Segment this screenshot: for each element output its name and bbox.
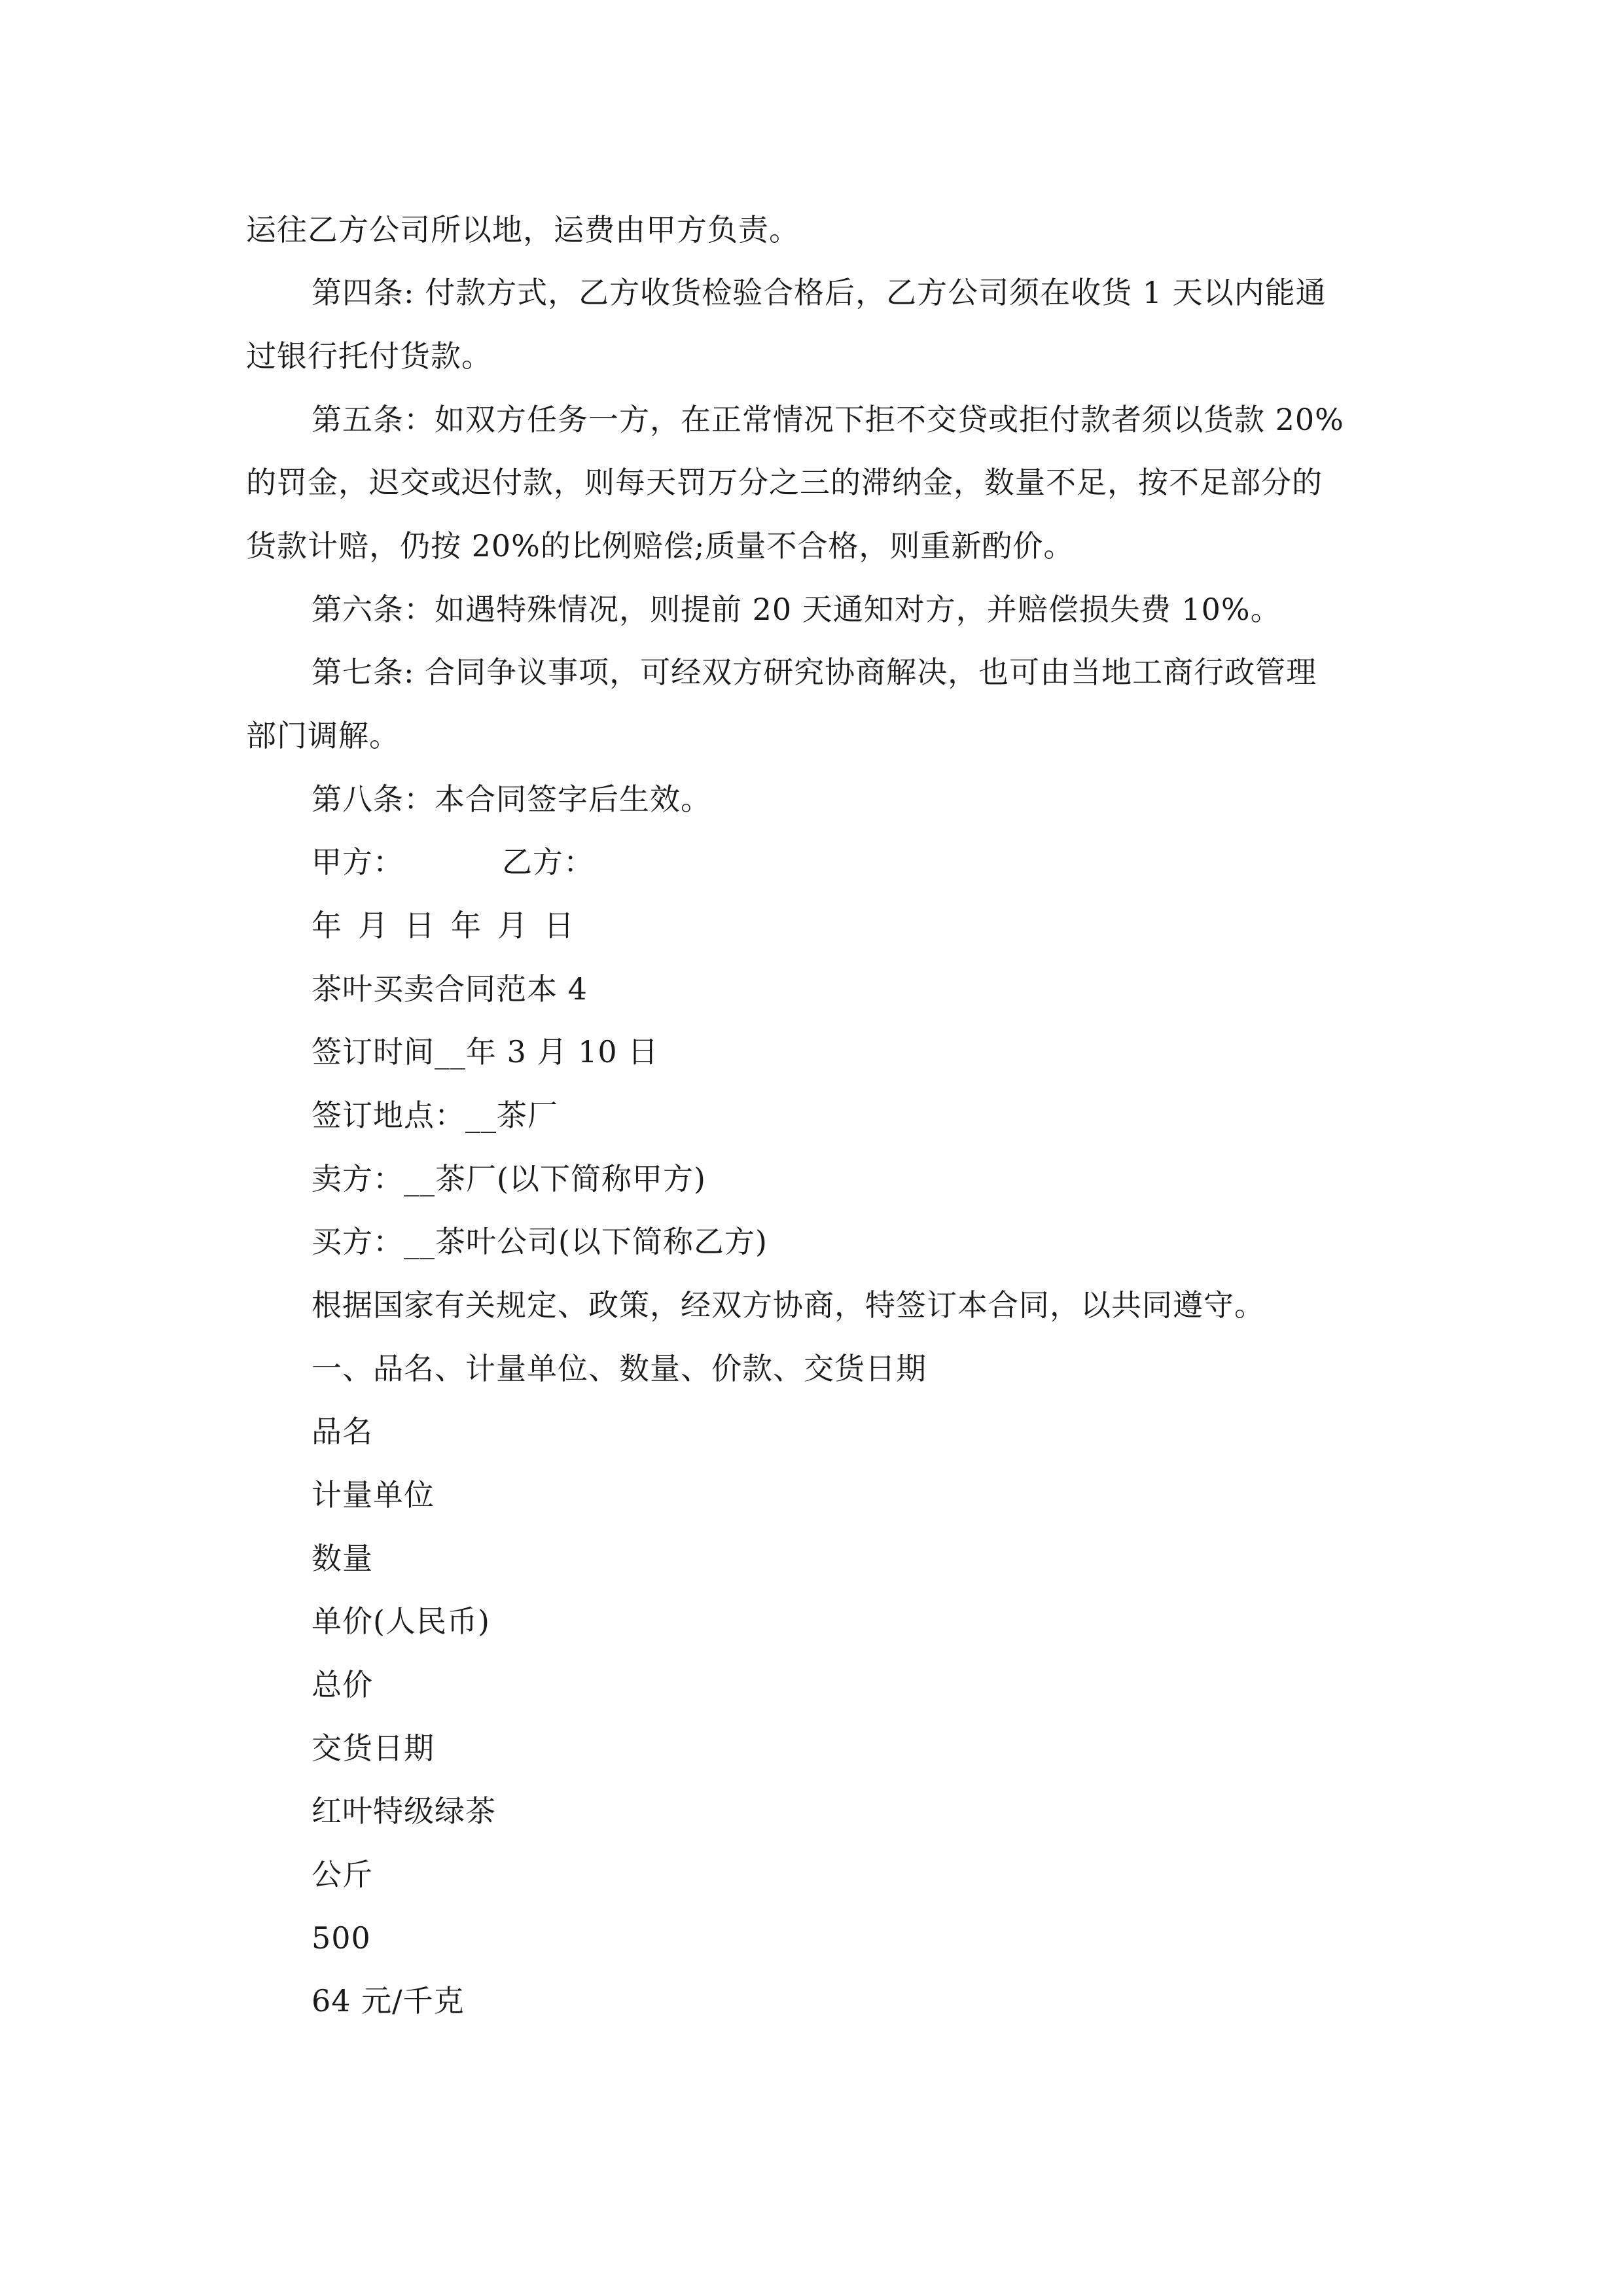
article-4-line-2: 过银行托付货款。 xyxy=(246,338,492,374)
table-cell-product: 红叶特级绿茶 xyxy=(312,1793,496,1829)
table-cell-quantity: 500 xyxy=(312,1920,371,1956)
day-1: 日 xyxy=(404,908,435,943)
table-header-delivery-date: 交货日期 xyxy=(312,1731,435,1766)
section-1-heading: 一、品名、计量单位、数量、价款、交货日期 xyxy=(312,1351,927,1386)
article-6-line: 第六条：如遇特殊情况，则提前 20 天通知对方，并赔偿损失费 10%。 xyxy=(312,592,1281,627)
article-7-line-1: 第七条: 合同争议事项，可经双方研究协商解决，也可由当地工商行政管理 xyxy=(312,655,1317,690)
article-5-line-1: 第五条：如双方任务一方，在正常情况下拒不交贷或拒付款者须以货款 20% xyxy=(312,402,1344,437)
month-1: 月 xyxy=(358,908,389,943)
article-4-line-1: 第四条: 付款方式，乙方收货检验合格后，乙方公司须在收货 1 天以内能通 xyxy=(312,275,1327,310)
sign-place: 签订地点：__茶厂 xyxy=(312,1098,558,1133)
table-header-product: 品名 xyxy=(312,1414,373,1449)
article-5-line-3: 货款计赔，仍按 20%的比例赔偿;质量不合格，则重新酌价。 xyxy=(246,528,1075,564)
month-2: 月 xyxy=(497,908,528,943)
buyer-line: 买方：__茶叶公司(以下简称乙方) xyxy=(312,1224,768,1259)
table-header-unit-price: 单价(人民币) xyxy=(312,1604,490,1639)
day-2: 日 xyxy=(544,908,575,943)
seller-line: 卖方：__茶厂(以下简称甲方) xyxy=(312,1161,706,1196)
table-header-quantity: 数量 xyxy=(312,1541,373,1576)
party-a-label: 甲方： xyxy=(312,844,404,880)
article-5-line-2: 的罚金，迟交或迟付款，则每天罚万分之三的滞纳金，数量不足，按不足部分的 xyxy=(246,465,1323,500)
year-1: 年 xyxy=(312,908,342,943)
sign-time: 签订时间__年 3 月 10 日 xyxy=(312,1034,659,1069)
table-cell-unit-price: 64 元/千克 xyxy=(312,1983,465,2018)
article-7-line-2: 部门调解。 xyxy=(246,718,400,753)
article-8-line: 第八条：本合同签字后生效。 xyxy=(312,781,711,817)
party-b-label: 乙方： xyxy=(502,844,594,880)
contract-title: 茶叶买卖合同范本 4 xyxy=(312,971,588,1007)
table-header-unit: 计量单位 xyxy=(312,1477,435,1513)
paragraph-line-1: 运往乙方公司所以地，运费由甲方负责。 xyxy=(246,212,800,247)
table-header-total: 总价 xyxy=(312,1667,373,1702)
signature-row xyxy=(312,842,594,882)
preamble: 根据国家有关规定、政策，经双方协商，特签订本合同，以共同遵守。 xyxy=(312,1287,1265,1323)
year-2: 年 xyxy=(451,908,482,943)
table-cell-unit: 公斤 xyxy=(312,1857,373,1892)
date-row xyxy=(312,906,575,945)
